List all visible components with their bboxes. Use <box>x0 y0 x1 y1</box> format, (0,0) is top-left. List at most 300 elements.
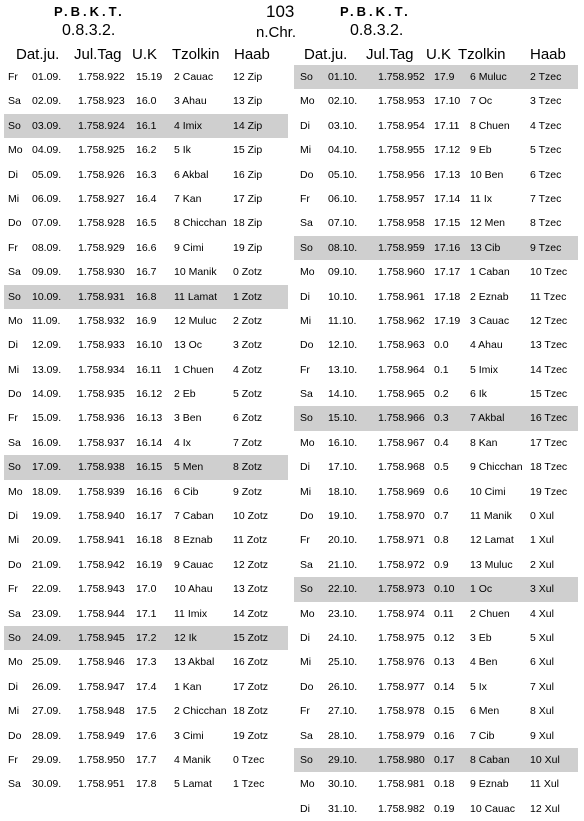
julian-day-cell: 1.758.974 <box>378 607 425 620</box>
haab-cell: 13 Zip <box>233 95 263 108</box>
uk-cell: 0.18 <box>434 778 455 791</box>
date-cell: 29.09. <box>32 753 62 766</box>
weekday-cell: Fr <box>300 363 310 376</box>
uk-cell: 15.19 <box>136 71 163 83</box>
date-cell: 01.10. <box>328 71 358 83</box>
tzolkin-cell: 4 Ben <box>470 656 498 669</box>
julian-day-cell: 1.758.926 <box>78 168 125 181</box>
date-cell: 23.09. <box>32 607 62 620</box>
weekday-cell: Di <box>8 680 18 693</box>
table-row <box>294 431 578 455</box>
uk-cell: 16.2 <box>136 144 157 157</box>
tzolkin-cell: 3 Ben <box>174 412 202 425</box>
uk-cell: 0.9 <box>434 558 449 571</box>
julian-day-cell: 1.758.930 <box>78 266 125 279</box>
tzolkin-cell: 11 Ix <box>470 192 492 205</box>
table-row <box>294 724 578 748</box>
weekday-cell: Mo <box>8 314 23 327</box>
julian-day-cell: 1.758.955 <box>378 144 425 157</box>
table-row <box>4 187 288 211</box>
julian-day-cell: 1.758.944 <box>78 607 125 620</box>
uk-cell: 16.3 <box>136 168 157 181</box>
uk-cell: 16.0 <box>136 95 157 108</box>
tzolkin-cell: 1 Caban <box>470 266 510 279</box>
julian-day-cell: 1.758.943 <box>78 583 125 596</box>
weekday-cell: So <box>8 290 21 303</box>
tzolkin-cell: 9 Cimi <box>174 241 204 254</box>
weekday-cell: Di <box>300 631 310 644</box>
tzolkin-cell: 7 Oc <box>470 95 493 108</box>
julian-day-cell: 1.758.981 <box>378 778 425 791</box>
col-tzolkin-header: Tzolkin <box>172 46 220 63</box>
uk-cell: 17.14 <box>434 192 461 205</box>
haab-cell: 10 Xul <box>530 753 560 766</box>
tzolkin-cell: 3 Cimi <box>174 729 204 742</box>
haab-cell: 12 Zotz <box>233 558 269 571</box>
table-row <box>294 504 578 528</box>
weekday-cell: Fr <box>8 71 18 83</box>
julian-day-cell: 1.758.960 <box>378 266 425 279</box>
uk-cell: 0.10 <box>434 583 455 596</box>
uk-cell: 17.0 <box>136 583 157 596</box>
table-row <box>4 455 288 479</box>
table-row <box>4 724 288 748</box>
weekday-cell: Mo <box>300 95 315 108</box>
table-row <box>4 626 288 650</box>
julian-day-cell: 1.758.927 <box>78 192 125 205</box>
haab-cell: 11 Tzec <box>530 290 567 303</box>
table-row <box>4 650 288 674</box>
weekday-cell: Di <box>300 290 310 303</box>
julian-day-cell: 1.758.958 <box>378 217 425 230</box>
tzolkin-cell: 11 Manik <box>470 510 512 523</box>
haab-cell: 4 Zotz <box>233 363 263 376</box>
table-row <box>294 675 578 699</box>
julian-day-cell: 1.758.923 <box>78 95 125 108</box>
uk-cell: 16.17 <box>136 510 163 523</box>
weekday-cell: Fr <box>300 705 310 718</box>
julian-day-cell: 1.758.970 <box>378 510 425 523</box>
table-row <box>4 309 288 333</box>
date-cell: 22.09. <box>32 583 62 596</box>
julian-day-cell: 1.758.942 <box>78 558 125 571</box>
uk-cell: 17.6 <box>136 729 157 742</box>
tzolkin-cell: 3 Cauac <box>470 314 510 327</box>
haab-cell: 6 Tzec <box>530 168 562 181</box>
haab-cell: 8 Tzec <box>530 217 562 230</box>
haab-cell: 19 Zip <box>233 241 263 254</box>
haab-cell: 8 Zotz <box>233 461 263 474</box>
julian-day-cell: 1.758.948 <box>78 705 125 718</box>
tzolkin-cell: 11 Lamat <box>174 290 217 303</box>
date-cell: 22.10. <box>328 583 358 596</box>
table-row <box>4 480 288 504</box>
julian-day-cell: 1.758.967 <box>378 436 425 449</box>
weekday-cell: Do <box>8 388 22 401</box>
weekday-cell: So <box>8 119 21 132</box>
table-row <box>4 577 288 601</box>
weekday-cell: So <box>300 241 313 254</box>
uk-cell: 17.5 <box>136 705 157 718</box>
uk-cell: 0.8 <box>434 534 449 547</box>
julian-day-cell: 1.758.929 <box>78 241 125 254</box>
date-cell: 14.09. <box>32 388 62 401</box>
uk-cell: 17.15 <box>434 217 461 230</box>
tzolkin-cell: 5 Men <box>174 461 204 474</box>
haab-cell: 13 Zotz <box>233 583 269 596</box>
julian-day-cell: 1.758.945 <box>78 631 125 644</box>
haab-cell: 14 Tzec <box>530 363 568 376</box>
uk-cell: 0.7 <box>434 510 449 523</box>
haab-cell: 8 Xul <box>530 705 554 718</box>
weekday-cell: Mi <box>8 363 20 376</box>
date-cell: 17.10. <box>328 461 358 474</box>
weekday-cell: Di <box>300 802 310 815</box>
weekday-cell: Fr <box>8 753 18 766</box>
col-date-header: Dat.ju. <box>304 46 348 63</box>
col-jultag-header: Jul.Tag <box>74 46 122 63</box>
date-cell: 04.10. <box>328 144 358 157</box>
julian-day-cell: 1.758.925 <box>78 144 125 157</box>
table-row <box>4 553 288 577</box>
uk-cell: 17.9 <box>434 71 455 83</box>
tzolkin-cell: 8 Chuen <box>470 119 510 132</box>
right-pbkt-label: P.B.K.T. <box>340 4 411 19</box>
table-row <box>294 114 578 138</box>
julian-day-cell: 1.758.982 <box>378 802 425 815</box>
weekday-cell: Fr <box>8 412 18 425</box>
era-label: n.Chr. <box>256 24 297 41</box>
col-jultag-header: Jul.Tag <box>366 46 414 63</box>
haab-cell: 16 Zotz <box>233 656 269 669</box>
table-row <box>4 89 288 113</box>
tzolkin-cell: 4 Ix <box>174 436 191 449</box>
weekday-cell: Fr <box>8 583 18 596</box>
col-haab-header: Haab <box>234 46 270 63</box>
tzolkin-cell: 8 Caban <box>470 753 510 766</box>
haab-cell: 1 Xul <box>530 534 554 547</box>
october-table <box>294 44 578 821</box>
julian-day-cell: 1.758.975 <box>378 631 425 644</box>
tzolkin-cell: 9 Eb <box>470 144 492 157</box>
table-row <box>294 553 578 577</box>
haab-cell: 12 Zip <box>233 71 263 83</box>
julian-day-cell: 1.758.962 <box>378 314 425 327</box>
julian-day-cell: 1.758.968 <box>378 461 425 474</box>
julian-day-cell: 1.758.934 <box>78 363 125 376</box>
date-cell: 27.10. <box>328 705 358 718</box>
julian-day-cell: 1.758.980 <box>378 753 425 766</box>
date-cell: 31.10. <box>328 802 358 815</box>
date-cell: 29.10. <box>328 753 358 766</box>
julian-day-cell: 1.758.938 <box>78 461 125 474</box>
haab-cell: 0 Tzec <box>233 753 265 766</box>
julian-day-cell: 1.758.950 <box>78 753 125 766</box>
julian-day-cell: 1.758.964 <box>378 363 425 376</box>
table-row <box>294 772 578 796</box>
date-cell: 12.10. <box>328 339 358 352</box>
table-row <box>4 333 288 357</box>
date-cell: 11.10. <box>328 314 357 327</box>
julian-day-cell: 1.758.946 <box>78 656 125 669</box>
table-row <box>294 260 578 284</box>
haab-cell: 0 Xul <box>530 510 554 523</box>
date-cell: 10.10. <box>328 290 358 303</box>
haab-cell: 14 Zip <box>233 119 263 132</box>
julian-day-cell: 1.758.976 <box>378 656 425 669</box>
uk-cell: 0.1 <box>434 363 449 376</box>
julian-day-cell: 1.758.971 <box>378 534 425 547</box>
uk-cell: 0.5 <box>434 461 449 474</box>
haab-cell: 9 Tzec <box>530 241 562 254</box>
haab-cell: 2 Xul <box>530 558 554 571</box>
julian-day-cell: 1.758.969 <box>378 485 425 498</box>
table-row <box>294 797 578 821</box>
weekday-cell: Do <box>8 729 22 742</box>
table-row <box>294 406 578 430</box>
date-cell: 19.09. <box>32 510 62 523</box>
haab-cell: 19 Tzec <box>530 485 568 498</box>
table-row <box>294 285 578 309</box>
table-row <box>294 65 578 89</box>
table-row <box>4 138 288 162</box>
col-date-header: Dat.ju. <box>16 46 60 63</box>
uk-cell: 17.19 <box>434 314 461 327</box>
weekday-cell: So <box>8 631 21 644</box>
date-cell: 27.09. <box>32 705 62 718</box>
julian-day-cell: 1.758.928 <box>78 217 125 230</box>
weekday-cell: Di <box>8 168 18 181</box>
tzolkin-cell: 12 Ik <box>174 631 197 644</box>
haab-cell: 17 Zotz <box>233 680 269 693</box>
uk-cell: 0.17 <box>434 753 455 766</box>
date-cell: 02.09. <box>32 95 62 108</box>
haab-cell: 3 Zotz <box>233 339 263 352</box>
haab-cell: 4 Tzec <box>530 119 562 132</box>
date-cell: 15.09. <box>32 412 62 425</box>
table-row <box>4 285 288 309</box>
uk-cell: 17.2 <box>136 631 157 644</box>
tzolkin-cell: 7 Caban <box>174 510 214 523</box>
date-cell: 19.10. <box>328 510 358 523</box>
uk-cell: 16.18 <box>136 534 163 547</box>
tzolkin-cell: 4 Manik <box>174 753 211 766</box>
september-table <box>4 44 288 797</box>
date-cell: 17.09. <box>32 461 62 474</box>
tzolkin-cell: 12 Men <box>470 217 506 230</box>
haab-cell: 1 Tzec <box>233 778 265 791</box>
uk-cell: 0.13 <box>434 656 455 669</box>
date-cell: 05.10. <box>328 168 358 181</box>
table-row <box>294 602 578 626</box>
weekday-cell: Mo <box>300 778 315 791</box>
weekday-cell: So <box>300 583 313 596</box>
weekday-cell: So <box>8 461 21 474</box>
table-row <box>294 699 578 723</box>
date-cell: 13.09. <box>32 363 62 376</box>
julian-day-cell: 1.758.933 <box>78 339 125 352</box>
haab-cell: 15 Zotz <box>233 631 269 644</box>
weekday-cell: Di <box>8 339 18 352</box>
right-long-count: 0.8.3.2. <box>350 22 404 39</box>
julian-day-cell: 1.758.937 <box>78 436 125 449</box>
weekday-cell: Mo <box>8 485 23 498</box>
julian-day-cell: 1.758.931 <box>78 290 125 303</box>
weekday-cell: Sa <box>8 95 21 108</box>
uk-cell: 16.15 <box>136 461 163 474</box>
uk-cell: 17.13 <box>434 168 461 181</box>
weekday-cell: Mi <box>300 144 312 157</box>
uk-cell: 0.6 <box>434 485 449 498</box>
julian-day-cell: 1.758.941 <box>78 534 125 547</box>
date-cell: 06.10. <box>328 192 358 205</box>
tzolkin-cell: 5 Ik <box>174 144 191 157</box>
uk-cell: 16.5 <box>136 217 157 230</box>
date-cell: 11.09. <box>32 314 61 327</box>
weekday-cell: Do <box>300 680 314 693</box>
weekday-cell: Mo <box>300 607 315 620</box>
table-row <box>4 163 288 187</box>
tzolkin-cell: 2 Cauac <box>174 71 214 83</box>
uk-cell: 17.4 <box>136 680 157 693</box>
date-cell: 20.10. <box>328 534 358 547</box>
weekday-cell: Mi <box>300 314 312 327</box>
date-cell: 24.10. <box>328 631 358 644</box>
haab-cell: 9 Xul <box>530 729 554 742</box>
weekday-cell: So <box>300 71 313 83</box>
date-cell: 09.10. <box>328 266 358 279</box>
uk-cell: 16.12 <box>136 388 163 401</box>
uk-cell: 16.11 <box>136 363 162 376</box>
col-tzolkin-header: Tzolkin <box>458 46 506 63</box>
table-row <box>294 309 578 333</box>
julian-day-cell: 1.758.935 <box>78 388 125 401</box>
date-cell: 20.09. <box>32 534 62 547</box>
table-row <box>294 455 578 479</box>
tzolkin-cell: 2 Chuen <box>470 607 510 620</box>
table-row <box>294 236 578 260</box>
tzolkin-cell: 8 Kan <box>470 436 498 449</box>
date-cell: 08.09. <box>32 241 62 254</box>
table-row <box>294 163 578 187</box>
tzolkin-cell: 1 Kan <box>174 680 202 693</box>
table-row <box>4 114 288 138</box>
weekday-cell: Do <box>8 217 22 230</box>
weekday-cell: Di <box>300 461 310 474</box>
uk-cell: 16.13 <box>136 412 163 425</box>
haab-cell: 18 Zotz <box>233 705 269 718</box>
weekday-cell: Sa <box>8 436 21 449</box>
table-row <box>4 65 288 89</box>
table-row <box>4 382 288 406</box>
table-row <box>294 333 578 357</box>
date-cell: 16.10. <box>328 436 358 449</box>
date-cell: 23.10. <box>328 607 358 620</box>
date-cell: 13.10. <box>328 363 358 376</box>
julian-day-cell: 1.758.939 <box>78 485 125 498</box>
haab-cell: 11 Xul <box>530 778 559 791</box>
table-row <box>4 699 288 723</box>
date-cell: 01.09. <box>32 71 62 83</box>
uk-cell: 17.18 <box>434 290 461 303</box>
date-cell: 03.10. <box>328 119 358 132</box>
tzolkin-cell: 2 Eznab <box>470 290 509 303</box>
tzolkin-cell: 12 Muluc <box>174 314 217 327</box>
tzolkin-cell: 6 Men <box>470 705 500 718</box>
haab-cell: 14 Zotz <box>233 607 269 620</box>
uk-cell: 17.17 <box>434 266 461 279</box>
julian-day-cell: 1.758.963 <box>378 339 425 352</box>
tzolkin-cell: 9 Eznab <box>470 778 509 791</box>
table-row <box>4 358 288 382</box>
weekday-cell: Sa <box>300 558 313 571</box>
table-row <box>4 211 288 235</box>
julian-day-cell: 1.758.957 <box>378 192 425 205</box>
weekday-cell: Fr <box>8 241 18 254</box>
date-cell: 18.10. <box>328 485 358 498</box>
tzolkin-cell: 3 Eb <box>470 631 492 644</box>
date-cell: 30.09. <box>32 778 62 791</box>
haab-cell: 11 Zotz <box>233 534 268 547</box>
table-row <box>294 89 578 113</box>
uk-cell: 17.3 <box>136 656 157 669</box>
tzolkin-cell: 2 Eb <box>174 388 196 401</box>
table-row <box>294 650 578 674</box>
col-uk-header: U.K <box>132 46 158 63</box>
haab-cell: 10 Zotz <box>233 510 269 523</box>
table-row <box>4 602 288 626</box>
haab-cell: 16 Tzec <box>530 412 568 425</box>
uk-cell: 0.4 <box>434 436 449 449</box>
tzolkin-cell: 12 Lamat <box>470 534 514 547</box>
haab-cell: 3 Xul <box>530 583 554 596</box>
weekday-cell: Mi <box>8 705 20 718</box>
julian-day-cell: 1.758.932 <box>78 314 125 327</box>
tzolkin-cell: 4 Imix <box>174 119 203 132</box>
julian-day-cell: 1.758.961 <box>378 290 425 303</box>
uk-cell: 17.16 <box>434 241 461 254</box>
julian-day-cell: 1.758.966 <box>378 412 425 425</box>
haab-cell: 7 Tzec <box>530 192 562 205</box>
table-row <box>294 382 578 406</box>
table-row <box>4 675 288 699</box>
uk-cell: 16.9 <box>136 314 157 327</box>
table-row <box>4 772 288 796</box>
tzolkin-cell: 4 Ahau <box>470 339 503 352</box>
julian-day-cell: 1.758.951 <box>78 778 125 791</box>
julian-day-cell: 1.758.936 <box>78 412 125 425</box>
weekday-cell: Sa <box>300 217 313 230</box>
col-haab-header: Haab <box>530 46 566 63</box>
haab-cell: 12 Tzec <box>530 314 568 327</box>
tzolkin-cell: 13 Oc <box>174 339 203 352</box>
weekday-cell: Do <box>300 168 314 181</box>
september-rows <box>4 65 288 797</box>
table-row <box>294 748 578 772</box>
weekday-cell: Fr <box>300 192 310 205</box>
uk-cell: 0.11 <box>434 607 454 620</box>
weekday-cell: Mo <box>300 436 315 449</box>
tzolkin-cell: 10 Cimi <box>470 485 506 498</box>
weekday-cell: Mi <box>8 534 20 547</box>
tzolkin-cell: 5 Lamat <box>174 778 212 791</box>
haab-cell: 13 Tzec <box>530 339 568 352</box>
tzolkin-cell: 9 Chicchan <box>470 461 523 474</box>
tzolkin-cell: 8 Chicchan <box>174 217 227 230</box>
haab-cell: 0 Zotz <box>233 266 263 279</box>
tzolkin-cell: 5 Imix <box>470 363 499 376</box>
column-header-row <box>294 44 578 65</box>
